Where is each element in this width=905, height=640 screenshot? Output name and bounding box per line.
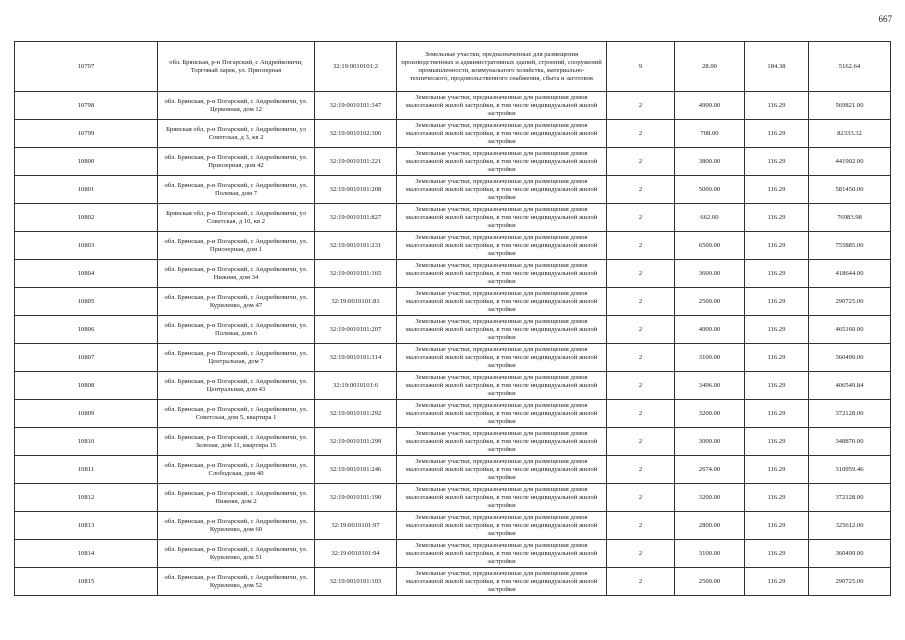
row-number-cell: 10797 (15, 42, 158, 92)
area-cell: 4900.00 (675, 92, 745, 120)
area-cell: 3200.00 (675, 484, 745, 512)
rate-cell: 116.29 (745, 512, 809, 540)
row-number-cell: 10802 (15, 204, 158, 232)
table-row (15, 428, 891, 456)
cadastral-value-cell: 310959.46 (809, 456, 891, 484)
cadastral-number-cell: 32:19:0010101:299 (315, 428, 397, 456)
category-cell: 2 (607, 400, 675, 428)
area-cell: 3200.00 (675, 400, 745, 428)
address-cell: обл. Брянская, р-н Погарский, с Андрейковичи, ул. Центральная, дом 43 (158, 372, 315, 400)
address-cell: обл. Брянская, р-н Погарский, с Андрейковичи, ул. Слободская, дом 40 (158, 456, 315, 484)
rate-cell: 116.29 (745, 288, 809, 316)
table-row (15, 568, 891, 596)
address-cell: обл. Брянская, р-н Погарский, с Андрейковичи, ул. Нижняя, дом 2 (158, 484, 315, 512)
rate-cell: 116.29 (745, 428, 809, 456)
table-row (15, 42, 891, 92)
row-number-cell: 10809 (15, 400, 158, 428)
land-use-cell: Земельные участки, предназначенные для размещения домов малоэтажной жилой застройки, в том числе индивидуальной жилой застройки (397, 176, 607, 204)
category-cell: 2 (607, 372, 675, 400)
area-cell: 708.00 (675, 120, 745, 148)
land-use-cell: Земельные участки, предназначенные для размещения домов малоэтажной жилой застройки, в том числе индивидуальной жилой застройки (397, 372, 607, 400)
cadastral-value-cell: 360499.00 (809, 344, 891, 372)
table-row (15, 176, 891, 204)
table-row (15, 204, 891, 232)
row-number-cell: 10807 (15, 344, 158, 372)
table-row (15, 260, 891, 288)
table-row (15, 400, 891, 428)
rate-cell: 116.29 (745, 92, 809, 120)
cadastral-value-cell: 348870.00 (809, 428, 891, 456)
area-cell: 2500.00 (675, 568, 745, 596)
land-use-cell: Земельные участки, предназначенные для размещения домов малоэтажной жилой застройки, в том числе индивидуальной жилой застройки (397, 148, 607, 176)
cadastral-value-cell: 5162.64 (809, 42, 891, 92)
cadastral-number-cell: 32:19:0010101:81 (315, 288, 397, 316)
address-cell: Брянская обл, р-н Погарский, с Андрейковичи, ул Советская, д 3, кв 2 (158, 120, 315, 148)
area-cell: 3100.00 (675, 344, 745, 372)
land-use-cell: Земельные участки, предназначенные для размещения домов малоэтажной жилой застройки, в том числе индивидуальной жилой застройки (397, 288, 607, 316)
cadastral-number-cell: 32:19:0010101:208 (315, 176, 397, 204)
cadastral-number-cell: 32:19:0010101:103 (315, 568, 397, 596)
cadastral-value-cell: 325612.00 (809, 512, 891, 540)
land-use-cell: Земельные участки, предназначенные для размещения домов малоэтажной жилой застройки, в том числе индивидуальной жилой застройки (397, 260, 607, 288)
category-cell: 2 (607, 288, 675, 316)
category-cell: 2 (607, 92, 675, 120)
cadastral-value-cell: 406549.84 (809, 372, 891, 400)
row-number-cell: 10806 (15, 316, 158, 344)
row-number-cell: 10808 (15, 372, 158, 400)
row-number-cell: 10814 (15, 540, 158, 568)
land-use-cell: Земельные участки, предназначенные для размещения производственных и административных зданий, строений, сооружений промышленности, коммунального хозяйства, материально-технического, продовольственного снабжения, сбыта и заготовок (397, 42, 607, 92)
cadastral-number-cell: 32:19:0010101:97 (315, 512, 397, 540)
row-number-cell: 10815 (15, 568, 158, 596)
land-use-cell: Земельные участки, предназначенные для размещения домов малоэтажной жилой застройки, в том числе индивидуальной жилой застройки (397, 400, 607, 428)
rate-cell: 116.29 (745, 232, 809, 260)
category-cell: 2 (607, 232, 675, 260)
cadastral-number-cell: 32:19:0010101:165 (315, 260, 397, 288)
address-cell: обл. Брянская, р-н Погарский, с Андрейковичи, ул. Куриленко, дом 47 (158, 288, 315, 316)
row-number-cell: 10812 (15, 484, 158, 512)
cadastral-value-cell: 372128.00 (809, 400, 891, 428)
rate-cell: 116.29 (745, 120, 809, 148)
table-row (15, 540, 891, 568)
address-cell: обл. Брянская, р-н Погарский, с Андрейковичи, ул. Нижняя, дом 34 (158, 260, 315, 288)
cadastral-number-cell: 32:19:0010101:2 (315, 42, 397, 92)
address-cell: обл. Брянская, р-н Погарский, с Андрейковичи, ул. Куриленко, дом 51 (158, 540, 315, 568)
table-row (15, 484, 891, 512)
area-cell: 28.00 (675, 42, 745, 92)
area-cell: 6500.00 (675, 232, 745, 260)
row-number-cell: 10811 (15, 456, 158, 484)
table-row (15, 372, 891, 400)
table-row (15, 148, 891, 176)
rate-cell: 184.38 (745, 42, 809, 92)
table-row (15, 232, 891, 260)
cadastral-value-cell: 755885.00 (809, 232, 891, 260)
category-cell: 2 (607, 176, 675, 204)
land-use-cell: Земельные участки, предназначенные для размещения домов малоэтажной жилой застройки, в том числе индивидуальной жилой застройки (397, 120, 607, 148)
table-row (15, 456, 891, 484)
cadastral-value-cell: 360499.00 (809, 540, 891, 568)
area-cell: 662.00 (675, 204, 745, 232)
land-use-cell: Земельные участки, предназначенные для размещения домов малоэтажной жилой застройки, в том числе индивидуальной жилой застройки (397, 568, 607, 596)
area-cell: 3000.00 (675, 428, 745, 456)
page-number: 667 (878, 14, 892, 24)
address-cell: Брянская обл, р-н Погарский, с Андрейковичи, ул Советская, д 10, кв 2 (158, 204, 315, 232)
cadastral-number-cell: 32:19:0010101:6 (315, 372, 397, 400)
address-cell: обл. Брянская, р-н Погарский, с Андрейковичи, ул. Куриленко, дом 60 (158, 512, 315, 540)
area-cell: 2674.00 (675, 456, 745, 484)
land-use-cell: Земельные участки, предназначенные для размещения домов малоэтажной жилой застройки, в том числе индивидуальной жилой застройки (397, 92, 607, 120)
land-use-cell: Земельные участки, предназначенные для размещения домов малоэтажной жилой застройки, в том числе индивидуальной жилой застройки (397, 428, 607, 456)
category-cell: 2 (607, 316, 675, 344)
land-use-cell: Земельные участки, предназначенные для размещения домов малоэтажной жилой застройки, в том числе индивидуальной жилой застройки (397, 484, 607, 512)
address-cell: обл. Брянская, р-н Погарский, с Андрейковичи, ул. Приозерная, дом 42 (158, 148, 315, 176)
table-row (15, 344, 891, 372)
cadastral-number-cell: 32:19:0010101:292 (315, 400, 397, 428)
cadastral-number-cell: 32:19:0010101:94 (315, 540, 397, 568)
address-cell: обл. Брянская, р-н Погарский, с Андрейковичи, ул. Зеленая, дом 11, квартира 15 (158, 428, 315, 456)
row-number-cell: 10805 (15, 288, 158, 316)
table-row (15, 512, 891, 540)
area-cell: 4000.00 (675, 316, 745, 344)
category-cell: 9 (607, 42, 675, 92)
area-cell: 3600.00 (675, 260, 745, 288)
category-cell: 2 (607, 344, 675, 372)
rate-cell: 116.29 (745, 316, 809, 344)
cadastral-number-cell: 32:19:0010101:347 (315, 92, 397, 120)
land-use-cell: Земельные участки, предназначенные для размещения домов малоэтажной жилой застройки, в том числе индивидуальной жилой застройки (397, 316, 607, 344)
cadastral-value-cell: 441902.00 (809, 148, 891, 176)
row-number-cell: 10804 (15, 260, 158, 288)
table-body (15, 42, 891, 596)
category-cell: 2 (607, 484, 675, 512)
row-number-cell: 10810 (15, 428, 158, 456)
category-cell: 2 (607, 568, 675, 596)
address-cell: обл. Брянская, р-н Погарский, с Андрейковичи, ул. Куриленко, дом 52 (158, 568, 315, 596)
row-number-cell: 10800 (15, 148, 158, 176)
rate-cell: 116.29 (745, 176, 809, 204)
category-cell: 2 (607, 260, 675, 288)
cadastral-value-cell: 418644.00 (809, 260, 891, 288)
area-cell: 3100.00 (675, 540, 745, 568)
address-cell: обл. Брянская, р-н Погарский, с Андрейковичи, ул. Советская, дом 5, квартира 1 (158, 400, 315, 428)
rate-cell: 116.29 (745, 484, 809, 512)
land-use-cell: Земельные участки, предназначенные для размещения домов малоэтажной жилой застройки, в том числе индивидуальной жилой застройки (397, 540, 607, 568)
land-use-cell: Земельные участки, предназначенные для размещения домов малоэтажной жилой застройки, в том числе индивидуальной жилой застройки (397, 344, 607, 372)
category-cell: 2 (607, 120, 675, 148)
category-cell: 2 (607, 428, 675, 456)
address-cell: обл. Брянская, р-н Погарский, с Андрейковичи, ул. Церковная, дом 12 (158, 92, 315, 120)
cadastral-value-cell: 372128.00 (809, 484, 891, 512)
address-cell: обл. Брянская, р-н Погарский, с Андрейковичи, ул. Приозерная, дом 1 (158, 232, 315, 260)
cadastral-value-cell: 290725.00 (809, 288, 891, 316)
rate-cell: 116.29 (745, 456, 809, 484)
cadastral-number-cell: 32:19:0010101:246 (315, 456, 397, 484)
category-cell: 2 (607, 204, 675, 232)
cadastral-number-cell: 32:19:0010101:207 (315, 316, 397, 344)
category-cell: 2 (607, 512, 675, 540)
rate-cell: 116.29 (745, 540, 809, 568)
cadastral-value-cell: 290725.00 (809, 568, 891, 596)
row-number-cell: 10798 (15, 92, 158, 120)
table-row (15, 92, 891, 120)
row-number-cell: 10813 (15, 512, 158, 540)
cadastral-value-cell: 569821.00 (809, 92, 891, 120)
table-row (15, 288, 891, 316)
category-cell: 2 (607, 456, 675, 484)
row-number-cell: 10801 (15, 176, 158, 204)
area-cell: 5000.00 (675, 176, 745, 204)
area-cell: 3496.00 (675, 372, 745, 400)
cadastral-number-cell: 32:19:0010101:221 (315, 148, 397, 176)
area-cell: 2800.00 (675, 512, 745, 540)
rate-cell: 116.29 (745, 400, 809, 428)
rate-cell: 116.29 (745, 344, 809, 372)
cadastral-number-cell: 32:19:0010101:314 (315, 344, 397, 372)
cadastral-number-cell: 32:19:0010102:306 (315, 120, 397, 148)
land-valuation-table (14, 41, 891, 596)
land-use-cell: Земельные участки, предназначенные для размещения домов малоэтажной жилой застройки, в том числе индивидуальной жилой застройки (397, 232, 607, 260)
rate-cell: 116.29 (745, 148, 809, 176)
area-cell: 3800.00 (675, 148, 745, 176)
cadastral-value-cell: 581450.00 (809, 176, 891, 204)
cadastral-value-cell: 76983.98 (809, 204, 891, 232)
category-cell: 2 (607, 540, 675, 568)
rate-cell: 116.29 (745, 204, 809, 232)
table-row (15, 120, 891, 148)
address-cell: обл. Брянская, р-н Погарский, с Андрейковичи, ул. Центральная, дом 7 (158, 344, 315, 372)
land-use-cell: Земельные участки, предназначенные для размещения домов малоэтажной жилой застройки, в том числе индивидуальной жилой застройки (397, 512, 607, 540)
rate-cell: 116.29 (745, 372, 809, 400)
category-cell: 2 (607, 148, 675, 176)
land-use-cell: Земельные участки, предназначенные для размещения домов малоэтажной жилой застройки, в том числе индивидуальной жилой застройки (397, 456, 607, 484)
land-use-cell: Земельные участки, предназначенные для размещения домов малоэтажной жилой застройки, в том числе индивидуальной жилой застройки (397, 204, 607, 232)
address-cell: обл. Брянская, р-н Погарский, с Андрейковичи, ул. Полевая, дом 7 (158, 176, 315, 204)
address-cell: обл. Брянская, р-н Погарский, с Андрейковичи, Торговый ларек, ул. Приозерная (158, 42, 315, 92)
rate-cell: 116.29 (745, 260, 809, 288)
cadastral-value-cell: 465160.00 (809, 316, 891, 344)
cadastral-value-cell: 82333.32 (809, 120, 891, 148)
row-number-cell: 10799 (15, 120, 158, 148)
cadastral-number-cell: 32:19:0010101:190 (315, 484, 397, 512)
row-number-cell: 10803 (15, 232, 158, 260)
rate-cell: 116.29 (745, 568, 809, 596)
cadastral-number-cell: 32:19:0010101:827 (315, 204, 397, 232)
table-row (15, 316, 891, 344)
address-cell: обл. Брянская, р-н Погарский, с Андрейковичи, ул. Полевая, дом 6 (158, 316, 315, 344)
cadastral-number-cell: 32:19:0010101:231 (315, 232, 397, 260)
area-cell: 2500.00 (675, 288, 745, 316)
